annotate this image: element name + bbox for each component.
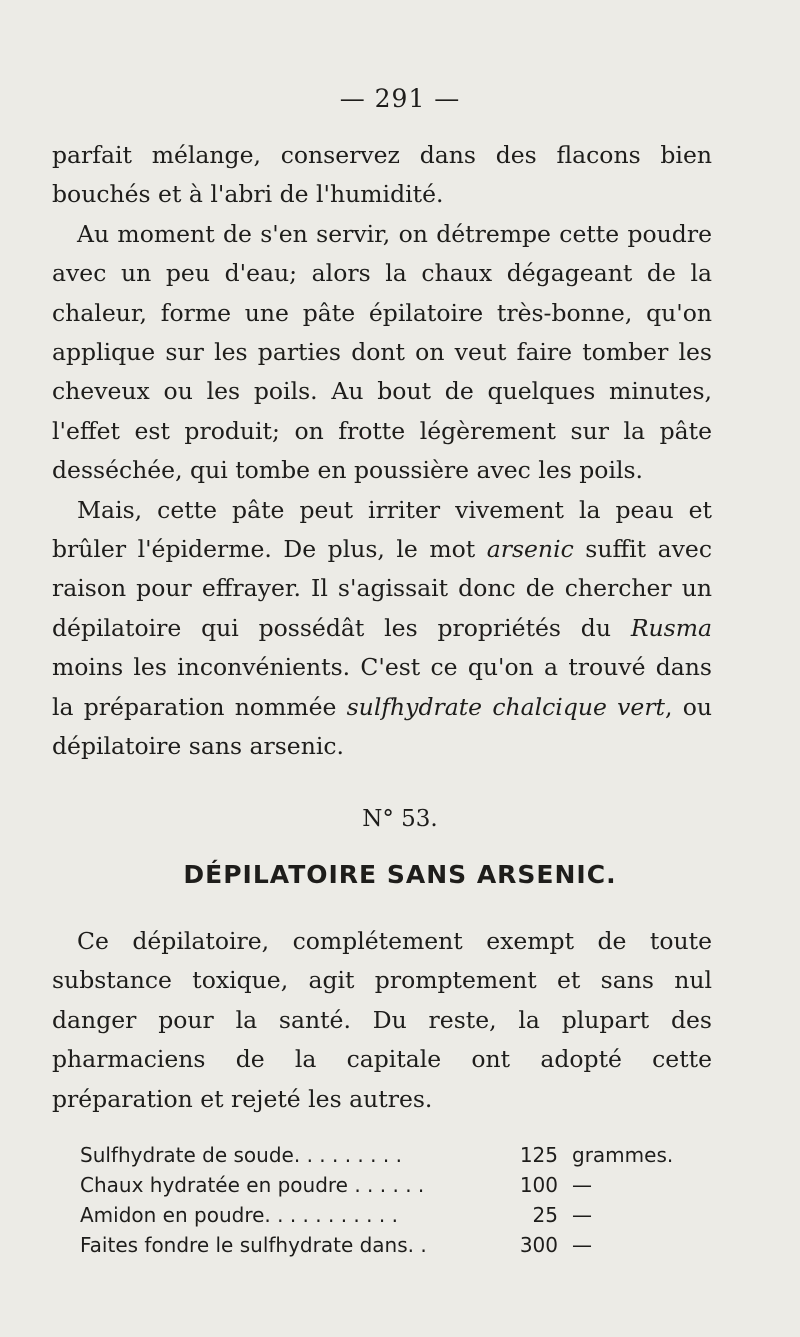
- recipe-ingredient: Sulfhydrate de soude. . . . . . . . .: [80, 1143, 402, 1167]
- recipe-unit: —: [572, 1173, 592, 1197]
- section-number: N° 53.: [362, 806, 438, 832]
- paragraph-3-text-b: suffit avec raison pour effrayer. Il s'agissait donc de chercher un dépilatoire qui possédât les propriétés du: [52, 535, 712, 642]
- recipe-ingredient: Amidon en poudre. . . . . . . . . . .: [80, 1203, 398, 1227]
- recipe-unit: grammes.: [572, 1143, 674, 1167]
- page-number: — 291 —: [339, 84, 461, 113]
- recipe-quantity: 25: [532, 1203, 558, 1227]
- recipe-row: [80, 1170, 720, 1200]
- emphasis-arsenic: arsenic: [486, 535, 574, 564]
- recipe-row: [80, 1200, 720, 1230]
- recipe-quantity: 300: [519, 1233, 558, 1257]
- paragraph-3-text-a: Mais, cette pâte peut irriter vivement la peau et brûler l'épiderme. De plus, le mot: [52, 495, 712, 564]
- recipe-unit: —: [572, 1233, 592, 1257]
- recipe-ingredient: Faites fondre le sulfhydrate dans. .: [80, 1233, 427, 1257]
- paragraph-1: parfait mélange, conservez dans des flacons bien bouchés et à l'abri de l'humidité.: [52, 141, 712, 209]
- paragraph-2: Au moment de s'en servir, on détrempe cette poudre avec un peu d'eau; alors la chaux dégageant de la chaleur, forme une pâte épilatoire très-bonne, qu'on applique sur les parties dont on veut faire tomber les cheveux ou les poils. Au bout de quelques minutes, l'effet est produit; on frotte légèrement sur la pâte desséchée, qui tombe en poussière avec les poils.: [52, 219, 712, 485]
- section-title: DÉPILATOIRE SANS ARSENIC.: [183, 860, 617, 889]
- recipe-quantity: 125: [519, 1143, 558, 1167]
- text-block-bottom: [52, 922, 712, 1119]
- paragraph-4: Ce dépilatoire, complétement exempt de toute substance toxique, agit promptement et sans nul danger pour la santé. Du reste, la plupart des pharmaciens de la capitale ont adopté cette préparation et rejeté les autres.: [52, 927, 712, 1113]
- recipe-quantity: 100: [519, 1173, 558, 1197]
- recipe-unit: —: [572, 1203, 592, 1227]
- paragraph-3-text-d: , ou dépilatoire sans arsenic.: [52, 692, 712, 761]
- text-block-top: [52, 136, 712, 767]
- recipe-ingredient: Chaux hydratée en poudre . . . . . .: [80, 1173, 425, 1197]
- recipe-row: [80, 1140, 720, 1170]
- paragraph-3-text-c: moins les inconvénients. C'est ce qu'on a trouvé dans la préparation nommée: [52, 653, 712, 721]
- recipe-row: [80, 1230, 720, 1260]
- emphasis-sulfhydrate: sulfhydrate chalcique vert: [346, 692, 665, 721]
- recipe-table: [80, 1140, 720, 1260]
- paragraph-3: [52, 491, 712, 767]
- emphasis-rusma: Rusma: [630, 613, 712, 642]
